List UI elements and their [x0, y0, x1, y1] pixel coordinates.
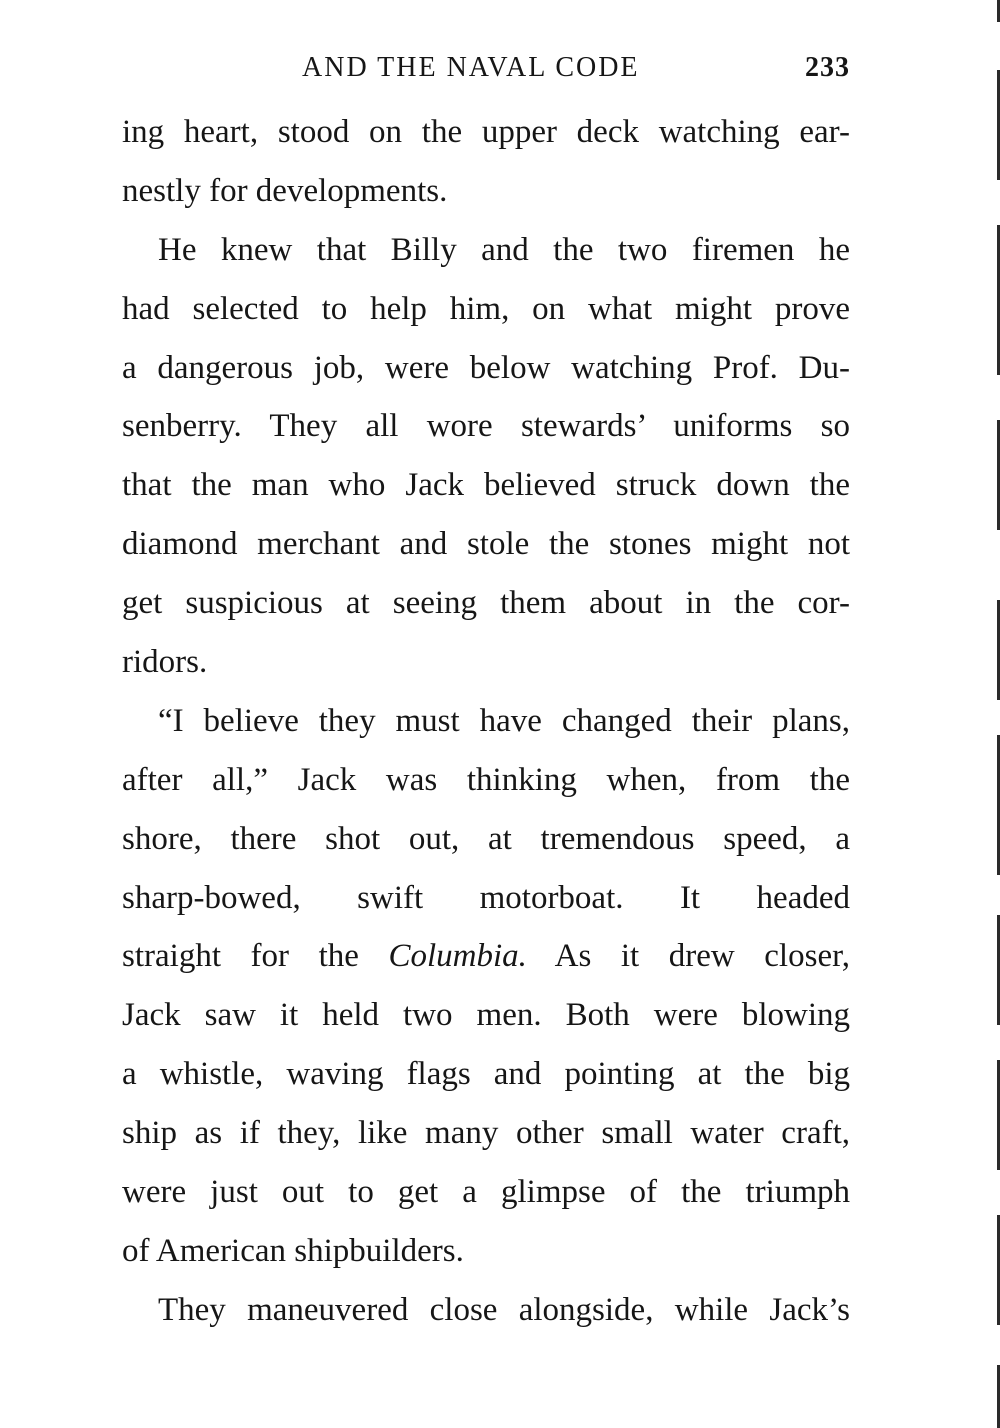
text-line: “I believe they must have changed their plans,: [158, 702, 850, 739]
text-line: Jack saw it held two men. Both were blowing: [122, 997, 850, 1034]
text-line: diamond merchant and stole the stones might not: [122, 526, 850, 563]
text-line: get suspicious at seeing them about in the cor-: [122, 585, 850, 622]
line-segment: straight for the: [122, 938, 359, 975]
text-line: senberry. They all wore stewards’ uniforms so: [122, 408, 850, 445]
text-line: a dangerous job, were below watching Prof. Du-: [122, 349, 850, 386]
line-segment: As it drew closer,: [554, 938, 851, 975]
text-line: ing heart, stood on the upper deck watching ear-: [122, 114, 850, 150]
running-head: AND THE NAVAL CODE: [302, 52, 640, 83]
page-number: 233: [805, 52, 850, 83]
page-header: [122, 52, 850, 96]
text-line: ship as if they, like many other small water craft,: [122, 1115, 850, 1152]
text-line: after all,” Jack was thinking when, from the: [122, 761, 850, 798]
text-line: ridors.: [122, 644, 208, 681]
text-line: They maneuvered close alongside, while Jack’s: [158, 1291, 850, 1328]
text-line: [122, 927, 850, 986]
text-line: nestly for developments.: [122, 172, 448, 209]
ship-name: Columbia.: [388, 938, 527, 975]
body-text: [122, 103, 850, 1340]
text-line: a whistle, waving flags and pointing at the big: [122, 1056, 850, 1093]
text-line: of American shipbuilders.: [122, 1232, 464, 1269]
text-line: that the man who Jack believed struck down the: [122, 467, 850, 504]
text-line: sharp-bowed, swift motorboat. It headed: [122, 879, 850, 916]
text-line: shore, there shot out, at tremendous speed, a: [122, 820, 850, 857]
text-line: He knew that Billy and the two firemen he: [158, 231, 850, 268]
text-line: were just out to get a glimpse of the triumph: [122, 1174, 850, 1211]
text-line: had selected to help him, on what might prove: [122, 290, 850, 327]
